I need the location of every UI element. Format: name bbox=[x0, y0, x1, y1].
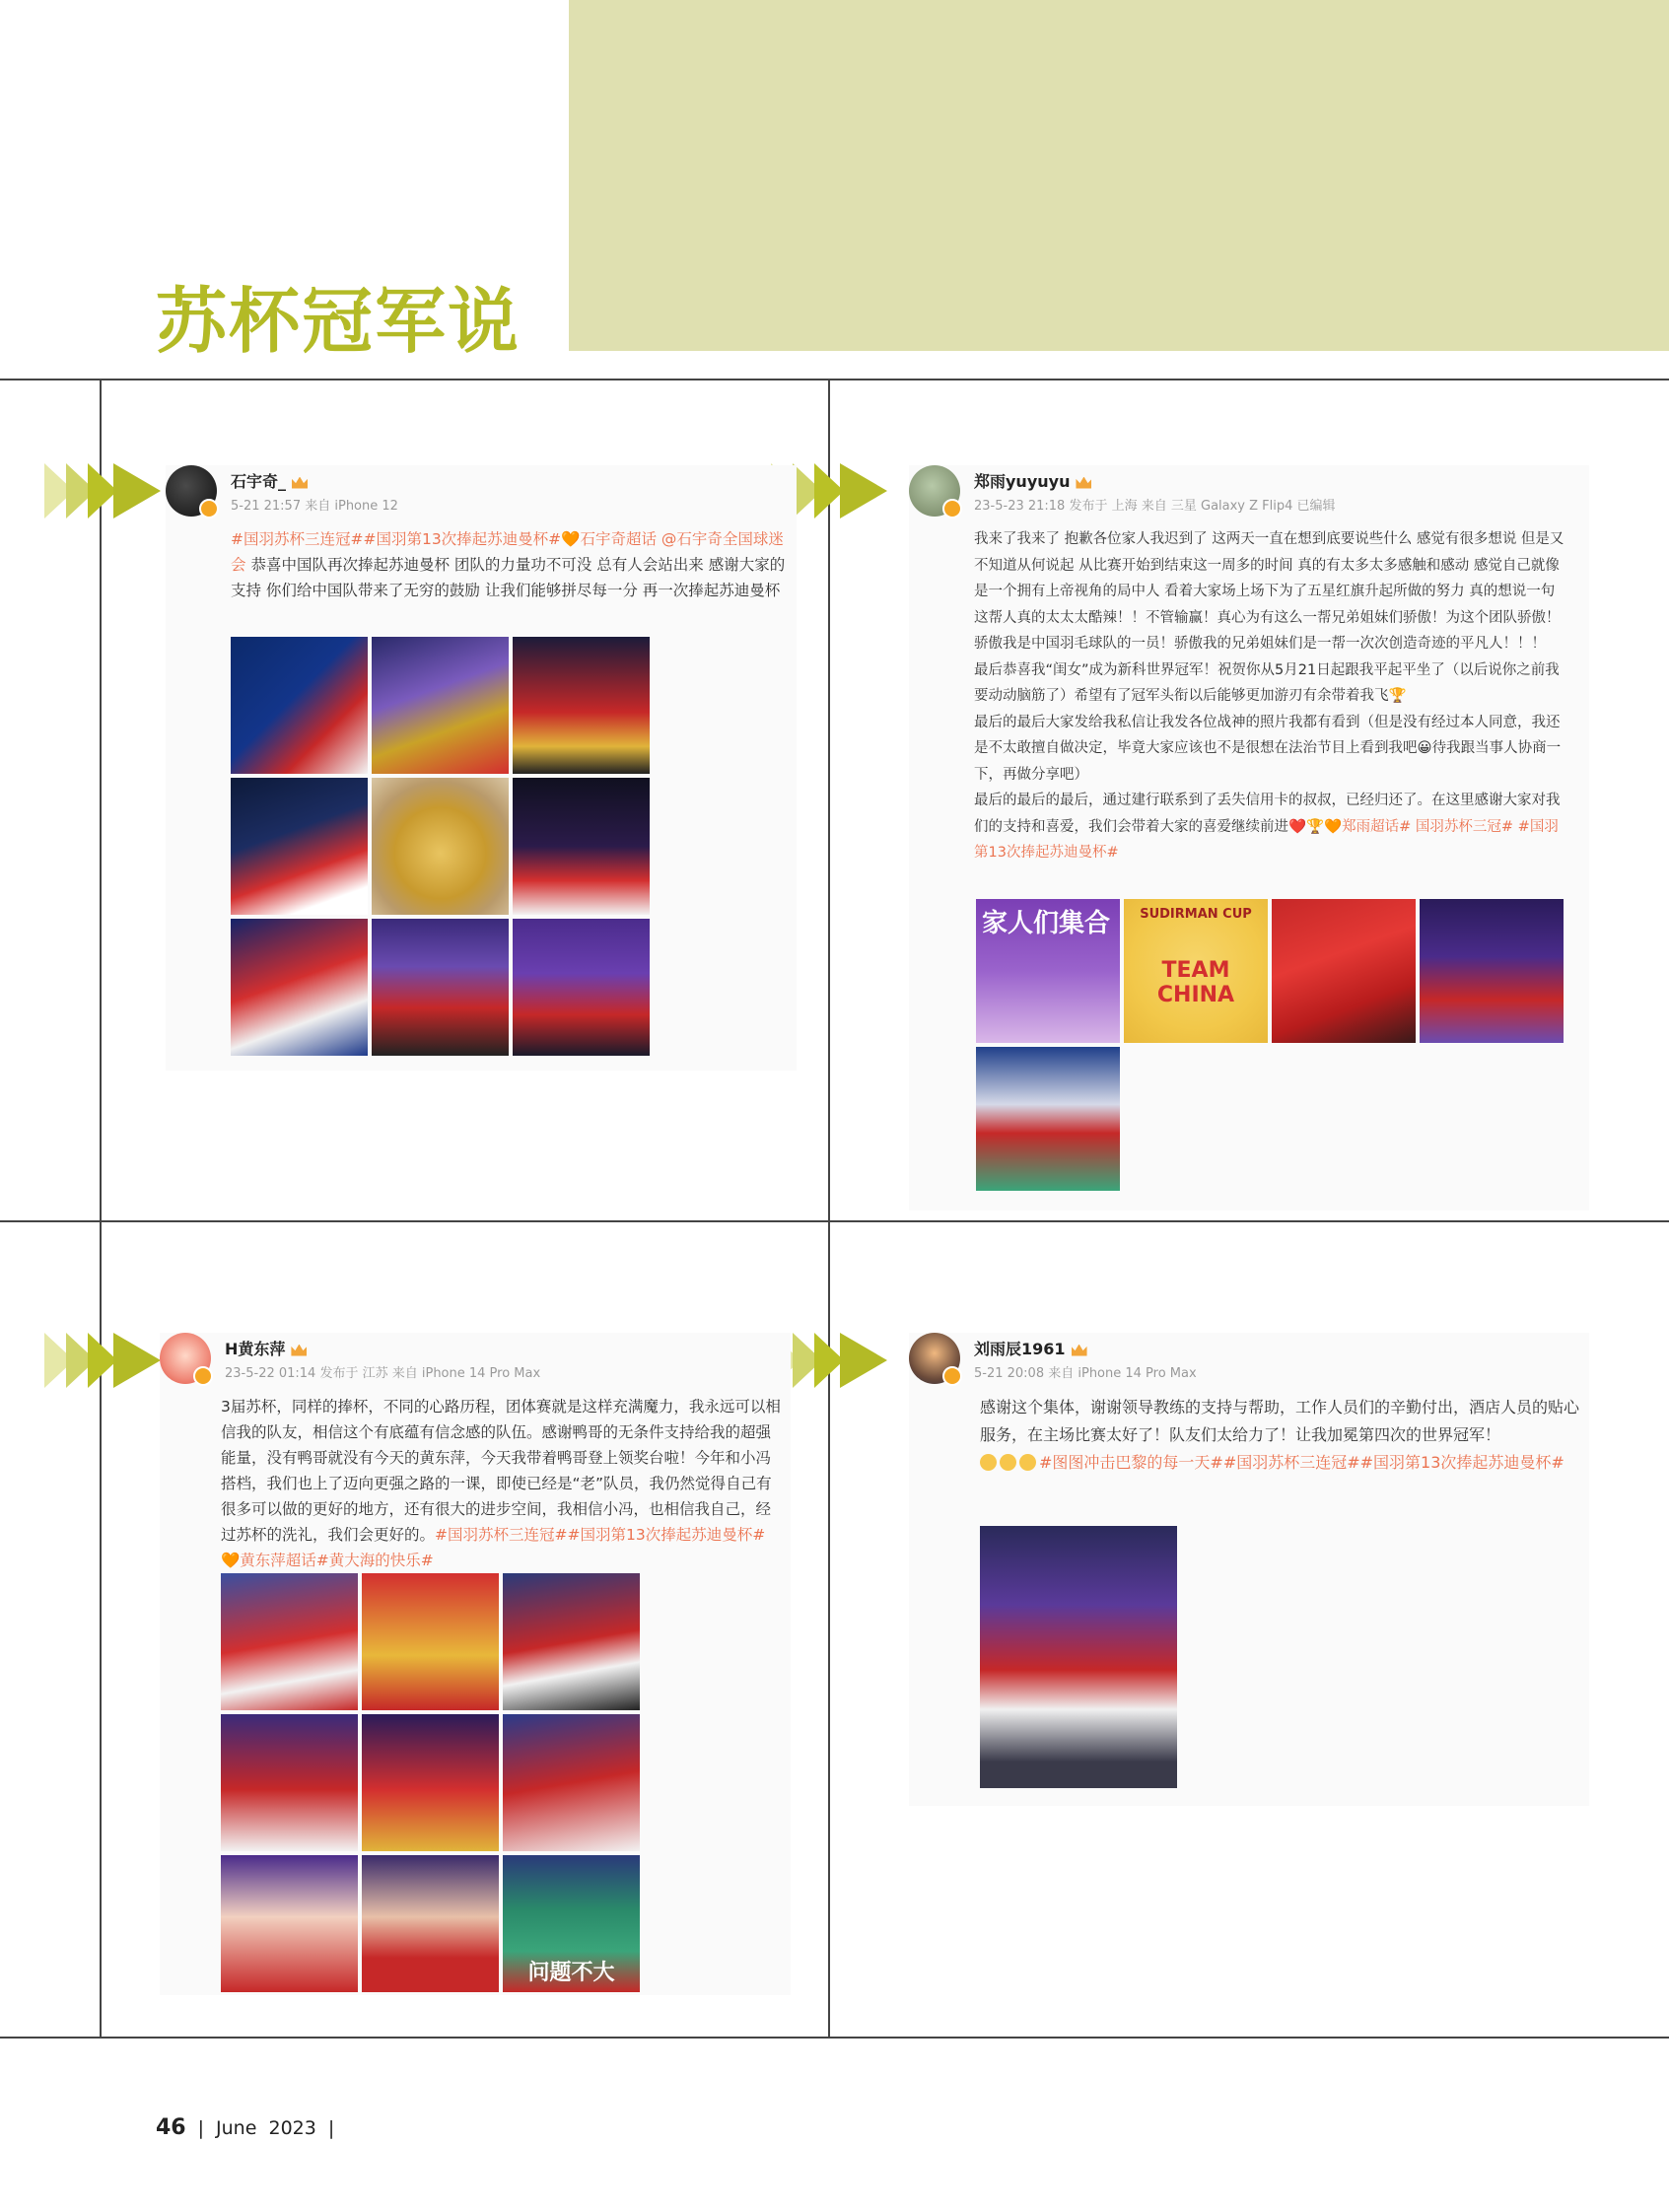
username-text: 郑雨yuyuyu bbox=[974, 472, 1071, 491]
photo-grid bbox=[221, 1573, 640, 1992]
photo-caption: 问题不大 bbox=[527, 1961, 615, 1985]
verified-badge-icon bbox=[199, 499, 219, 518]
post-text bbox=[231, 526, 793, 603]
photo[interactable] bbox=[1124, 899, 1268, 1043]
post-body: 恭喜中国队再次捧起苏迪曼杯 团队的力量功不可没 总有人会站出来 感谢大家的支持 你们给中国队带来了无穷的鼓励 让我们能够拼尽每一分 再一次捧起苏迪曼杯 bbox=[231, 556, 786, 599]
avatar[interactable] bbox=[160, 1333, 211, 1384]
avatar[interactable] bbox=[909, 1333, 960, 1384]
divider bbox=[0, 379, 1669, 380]
post-body: 我来了我来了 抱歉各位家人我迟到了 这两天一直在想到底要说些什么 感觉有很多想说 但是又不知道从何说起 从比赛开始到结束这一周多的时间 真的有太多太多感触和感动 感觉自己就像是一个拥有上帝视角的局中人 看着大家场上场下为了五星红旗升起所做的努力 真的想说一句这帮人真的太太太酷辣！！不管输赢！真心为有这么一帮兄弟姐妹们骄傲！为这个团队骄傲！骄傲我是中国羽毛球队的一员！骄傲我的兄弟姐妹们是一帮一次次创造奇迹的平凡人！！！ 最后恭喜我“闺女”成为新科世界冠军！祝贺你从5月21日起跟我平起平坐了（以后说你之前我要动动脑筋了）希望有了冠军头衔以后能够更加游刃有余带着我飞🏆 最后的最后大家发给我私信让我发各位战神的照片我都有看到（但是没有经过本人同意，我还是不太敢擅自做决定，毕竟大家应该也不是很想在法治节目上看到我吧😀待我跟当事人协商一下，再做分享吧） 最后的最后的最后，通过建行联系到了丢失信用卡的叔叔，已经归还了。在这里感谢大家对我们的支持和喜爱，我们会带着大家的喜爱继续前进❤️🏆 bbox=[974, 531, 1565, 835]
verified-badge-icon bbox=[193, 1366, 213, 1386]
username[interactable] bbox=[231, 469, 308, 492]
hashtags[interactable]: #国羽苏杯三连冠##国羽第13次捧起苏迪曼杯#🧡石宇奇超话 @石宇奇全国球迷会 bbox=[231, 530, 784, 574]
post-meta: 23-5-23 21:18 发布于 上海 来自 三星 Galaxy Z Flip4 已编辑 bbox=[974, 499, 1336, 514]
hashtags[interactable]: #国羽苏杯三连冠##国羽第13次捧起苏迪曼杯#🧡黄东萍超话#黄大海的快乐# bbox=[221, 1526, 766, 1569]
photo[interactable] bbox=[231, 637, 368, 774]
post-body: 3届苏杯，同样的捧杯，不同的心路历程，团体赛就是这样充满魔力，我永远可以相信我的队友，相信这个有底蕴有信念感的队伍。感谢鸭哥的无条件支持给我的超强能量，没有鸭哥就没有今天的黄东萍，今天我带着鸭哥登上领奖台啦！今年和小冯搭档，我们也上了迈向更强之路的一课，即使已经是“老”队员，我仍然觉得自己有很多可以做的更好的地方，还有很大的进步空间，我相信小冯，也相信我自己，经过苏杯的洗礼，我们会更好的。 bbox=[221, 1398, 781, 1544]
username[interactable] bbox=[225, 1337, 307, 1359]
post-text bbox=[974, 526, 1565, 866]
weibo-post bbox=[160, 1333, 791, 1995]
avatar[interactable] bbox=[166, 465, 217, 517]
weibo-post bbox=[909, 465, 1589, 1210]
photo[interactable] bbox=[503, 1573, 640, 1710]
photo[interactable] bbox=[362, 1573, 499, 1710]
photo-caption: 家人们集合 bbox=[982, 909, 1111, 938]
post-meta: 5-21 21:57 来自 iPhone 12 bbox=[231, 499, 398, 514]
photo[interactable] bbox=[221, 1573, 358, 1710]
hashtags[interactable]: #图图冲击巴黎的每一天##国羽苏杯三连冠##国羽第13次捧起苏迪曼杯# bbox=[1039, 1453, 1565, 1472]
username[interactable] bbox=[974, 469, 1091, 492]
photo[interactable] bbox=[1272, 899, 1416, 1043]
verified-badge-icon bbox=[942, 1366, 962, 1386]
photo-grid bbox=[231, 637, 650, 1056]
photo[interactable] bbox=[513, 637, 650, 774]
username-text: 石宇奇_ bbox=[231, 472, 287, 491]
photo[interactable] bbox=[503, 1855, 640, 1992]
photo[interactable] bbox=[513, 778, 650, 915]
divider bbox=[100, 379, 102, 2039]
post-text bbox=[980, 1394, 1583, 1477]
divider bbox=[0, 2037, 1669, 2039]
photo[interactable] bbox=[231, 919, 368, 1056]
page-footer bbox=[156, 2115, 346, 2140]
photo[interactable] bbox=[976, 899, 1120, 1043]
divider bbox=[0, 1220, 1669, 1222]
arrow-marker-icon bbox=[44, 1333, 163, 1388]
photo[interactable] bbox=[221, 1714, 358, 1851]
emoji-icon bbox=[980, 1454, 997, 1471]
photo[interactable] bbox=[372, 919, 509, 1056]
photo[interactable] bbox=[976, 1047, 1120, 1191]
hashtags[interactable]: 🧡郑雨超话# 国羽苏杯三冠# #国羽第13次捧起苏迪曼杯# bbox=[974, 818, 1559, 861]
username-text: H黄东萍 bbox=[225, 1340, 286, 1358]
photo[interactable] bbox=[503, 1714, 640, 1851]
photo[interactable] bbox=[221, 1855, 358, 1992]
avatar[interactable] bbox=[909, 465, 960, 517]
photo[interactable] bbox=[362, 1855, 499, 1992]
photo-caption: TEAM CHINA bbox=[1156, 958, 1235, 1007]
crown-icon bbox=[1076, 477, 1091, 489]
page-number: 46 bbox=[156, 2115, 186, 2140]
divider bbox=[828, 379, 830, 2039]
crown-icon bbox=[1072, 1345, 1087, 1356]
photo-grid bbox=[980, 1526, 1177, 1788]
username-text: 刘雨辰1961 bbox=[974, 1340, 1066, 1358]
post-body: 感谢这个集体，谢谢领导教练的支持与帮助，工作人员们的辛勤付出，酒店人员的贴心服务，在主场比赛太好了！队友们太给力了！让我加冕第四次的世界冠军！ bbox=[980, 1398, 1580, 1444]
photo[interactable] bbox=[372, 637, 509, 774]
photo[interactable] bbox=[513, 919, 650, 1056]
page-title: 苏杯冠军说 bbox=[156, 280, 522, 363]
emoji-icon bbox=[1000, 1454, 1016, 1471]
post-meta: 23-5-22 01:14 发布于 江苏 来自 iPhone 14 Pro Max bbox=[225, 1366, 541, 1381]
arrow-marker-icon bbox=[44, 463, 163, 518]
photo[interactable] bbox=[231, 778, 368, 915]
weibo-post bbox=[166, 465, 797, 1071]
photo-caption: SUDIRMAN CUP bbox=[1140, 907, 1252, 922]
photo[interactable] bbox=[372, 778, 509, 915]
emoji-icon bbox=[1019, 1454, 1036, 1471]
header-color-block bbox=[569, 0, 1669, 351]
crown-icon bbox=[291, 1345, 307, 1356]
verified-badge-icon bbox=[942, 499, 962, 518]
footer-separator: | bbox=[197, 2117, 205, 2139]
weibo-post bbox=[909, 1333, 1589, 1806]
photo[interactable] bbox=[980, 1526, 1177, 1788]
post-meta: 5-21 20:08 来自 iPhone 14 Pro Max bbox=[974, 1366, 1197, 1381]
photo-grid bbox=[976, 899, 1564, 1191]
username[interactable] bbox=[974, 1337, 1087, 1359]
photo[interactable] bbox=[362, 1714, 499, 1851]
photo[interactable] bbox=[1420, 899, 1564, 1043]
footer-separator: | bbox=[327, 2117, 335, 2139]
crown-icon bbox=[292, 477, 308, 489]
post-text bbox=[221, 1394, 783, 1573]
issue-date: June 2023 bbox=[216, 2117, 316, 2139]
